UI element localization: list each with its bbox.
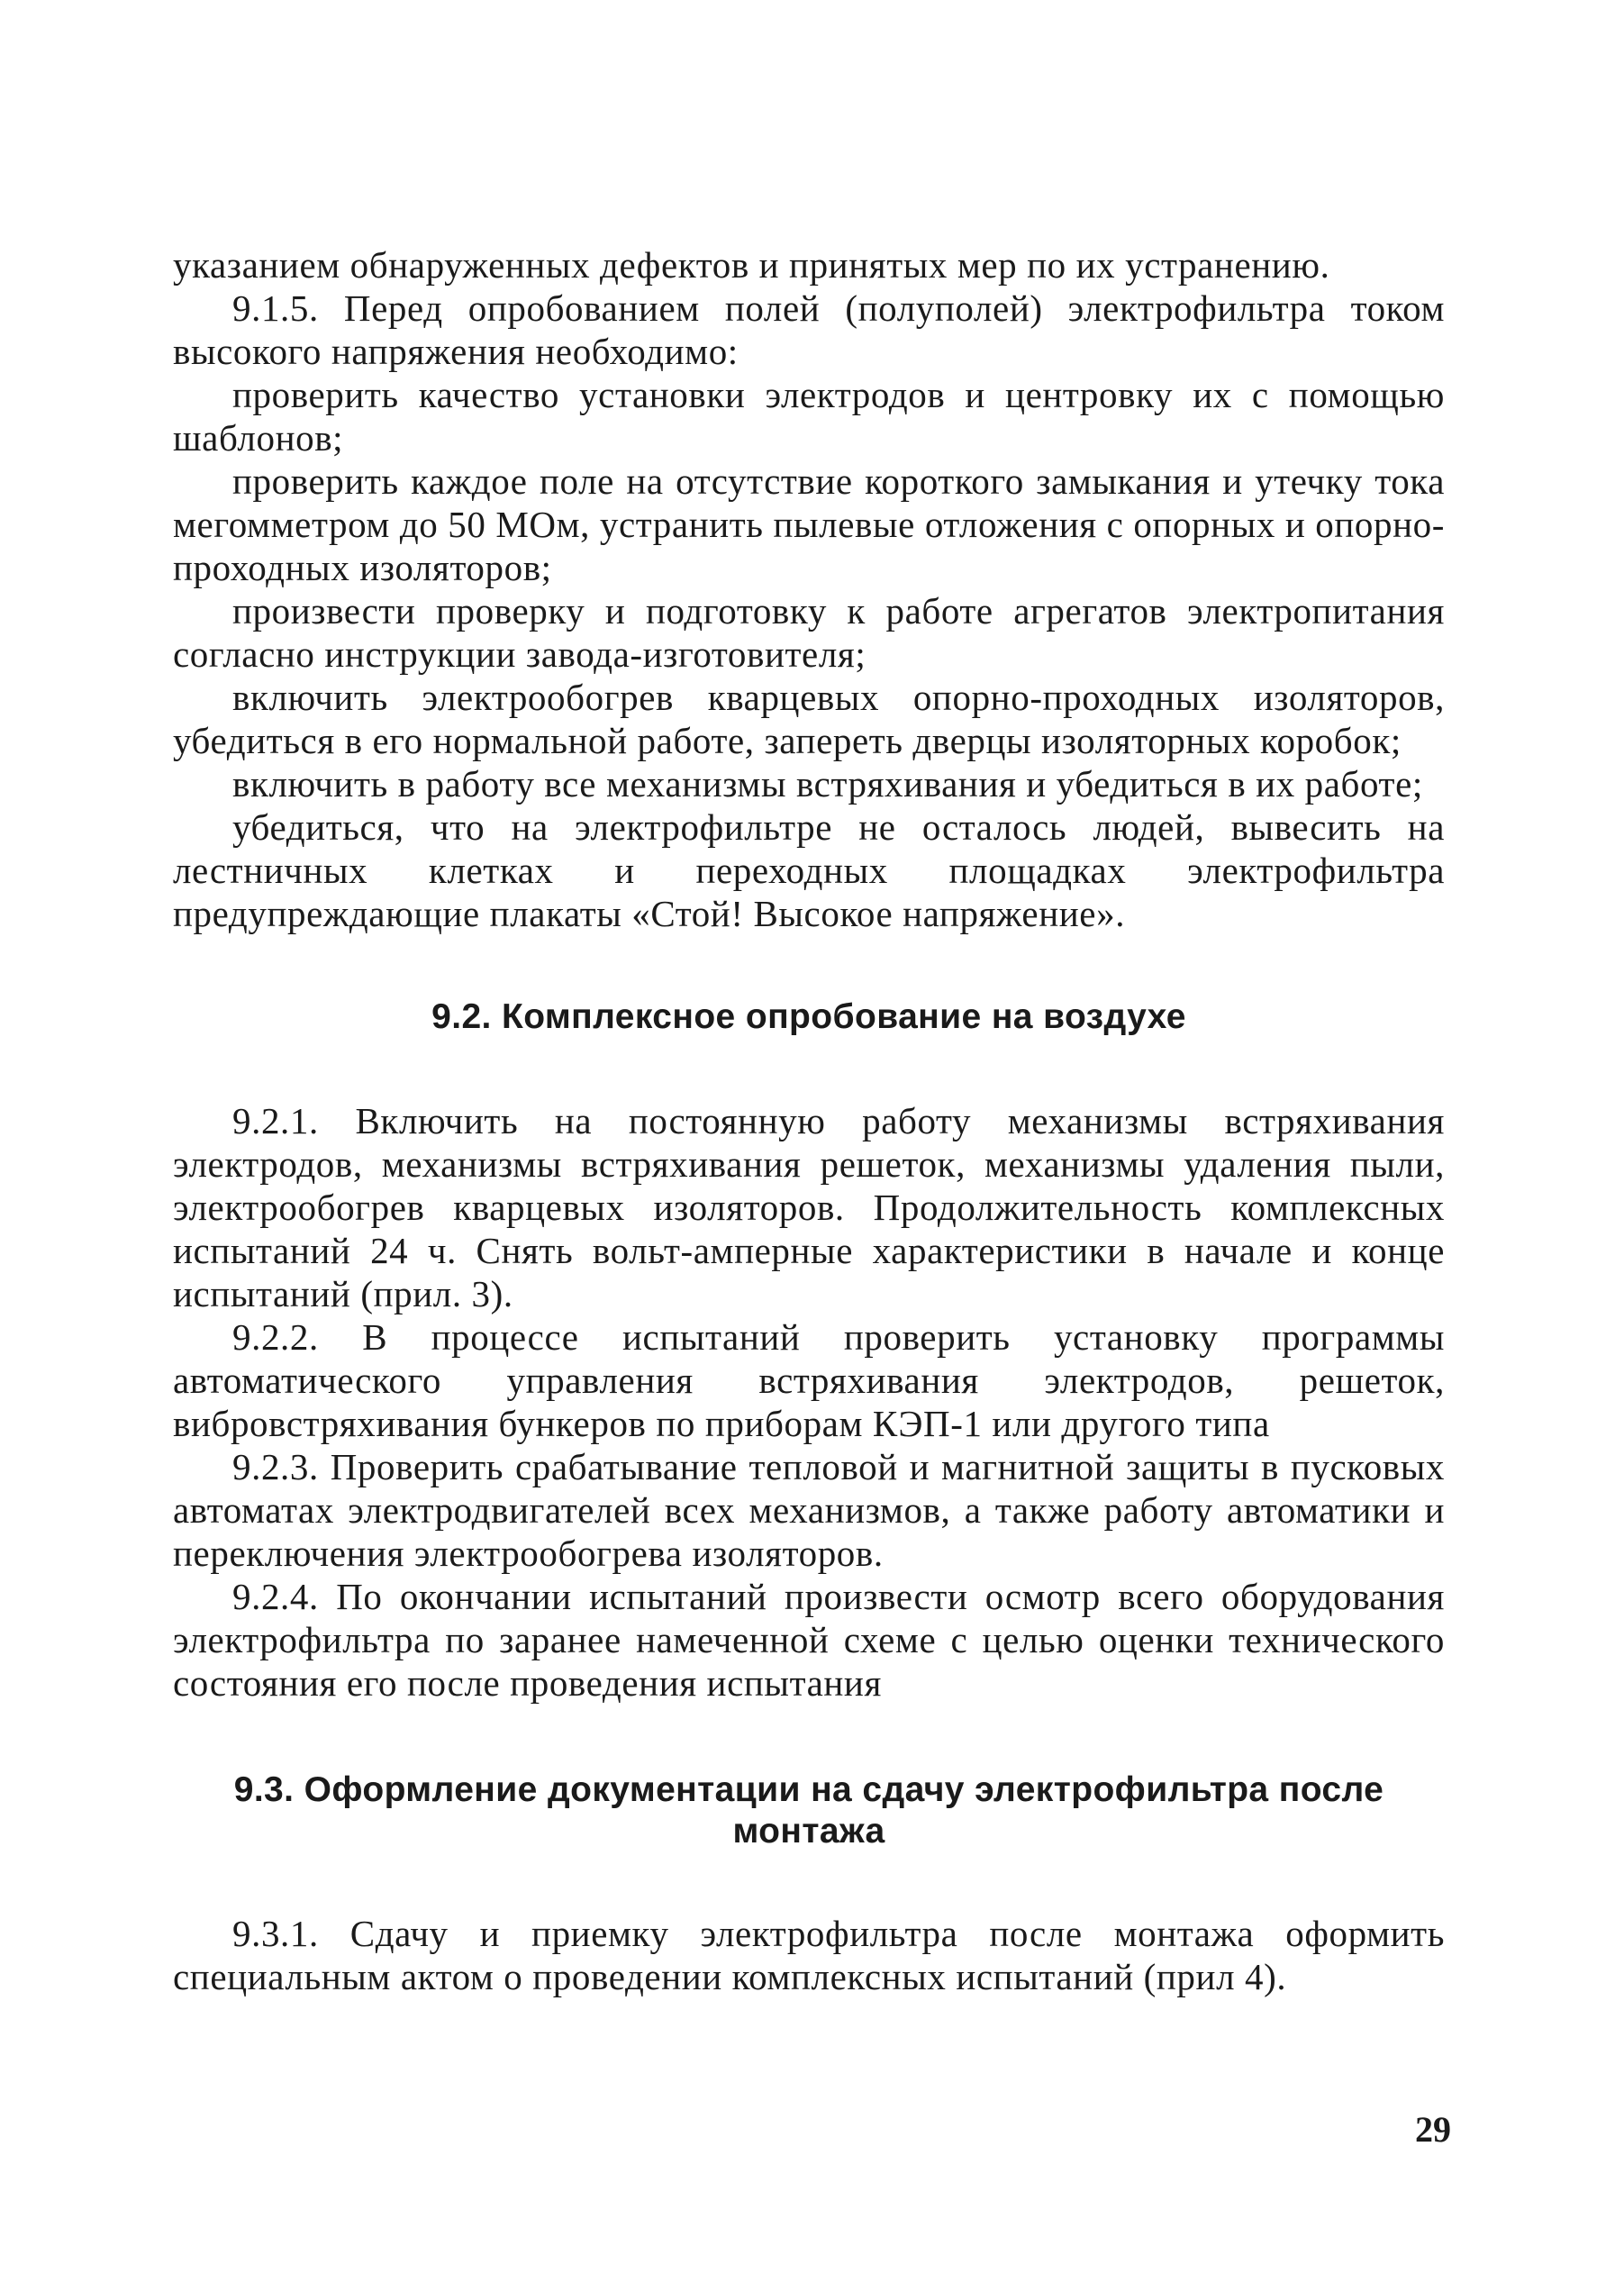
section-heading-9-3: 9.3. Оформление документации на сдачу электрофильтра после монтажа — [233, 1770, 1384, 1851]
paragraph-9-2-4: 9.2.4. По окончании испытаний произвести осмотр всего оборудования электрофильтра по заранее намеченной схеме с целью оценки технического состояния его после проведения испытания — [173, 1576, 1445, 1704]
page-content — [173, 243, 1445, 1998]
paragraph-9-1-5: 9.1.5. Перед опробованием полей (полуполей) электрофильтра током высокого напряжения необходимо: — [173, 287, 1445, 372]
paragraph-9-3-1: 9.3.1. Сдачу и приемку электрофильтра после монтажа оформить специальным актом о проведении комплексных испытаний (прил 4). — [173, 1913, 1445, 1997]
list-item-warning-signs: убедиться, что на электрофильтре не осталось людей, вывесить на лестничных клетках и переходных площадках электрофильтра предупреждающие плакаты «Стой! Высокое напряжение». — [173, 806, 1445, 934]
list-item-check-power-units: произвести проверку и подготовку к работе агрегатов электропитания согласно инструкции завода-изготовителя; — [173, 590, 1445, 675]
paragraph-continuation: указанием обнаруженных дефектов и принятых мер по их устранению. — [173, 244, 1330, 286]
list-item-check-electrodes: проверить качество установки электродов и центровку их с помощью шаблонов; — [173, 374, 1445, 459]
list-item-shaking-mechanisms: включить в работу все механизмы встряхивания и убедиться в их работе; — [232, 763, 1423, 805]
page-number: 29 — [1415, 2109, 1451, 2150]
paragraph-9-2-3: 9.2.3. Проверить срабатывание тепловой и магнитной защиты в пусковых автоматах электродвигателей всех механизмов, а также работу автоматики и переключения электрообогрева изоляторов. — [173, 1446, 1445, 1574]
paragraph-9-2-2: 9.2.2. В процессе испытаний проверить установку программы автоматического управления встряхивания электродов, решеток, вибровстряхивания бункеров по приборам КЭП-1 или другого типа — [173, 1316, 1445, 1444]
paragraph-9-2-1: 9.2.1. Включить на постоянную работу механизмы встряхивания электродов, механизмы встряхивания решеток, механизмы удаления пыли, электрообогрев кварцевых изоляторов. Продолжительность комплексных испытаний 24 ч. Снять вольт-амперные характеристики в начале и конце испытаний (прил. 3). — [173, 1100, 1445, 1314]
section-heading-9-2: 9.2. Комплексное опробование на воздухе — [431, 997, 1186, 1036]
list-item-heating-insulators: включить электрообогрев кварцевых опорно-проходных изоляторов, убедиться в его нормальной работе, запереть дверцы изоляторных коробок; — [173, 677, 1445, 761]
list-item-check-short-circuit: проверить каждое поле на отсутствие короткого замыкания и утечку тока мегомметром до 50 МОм, устранить пылевые отложения с опорных и опорно-проходных изоляторов; — [173, 460, 1445, 588]
